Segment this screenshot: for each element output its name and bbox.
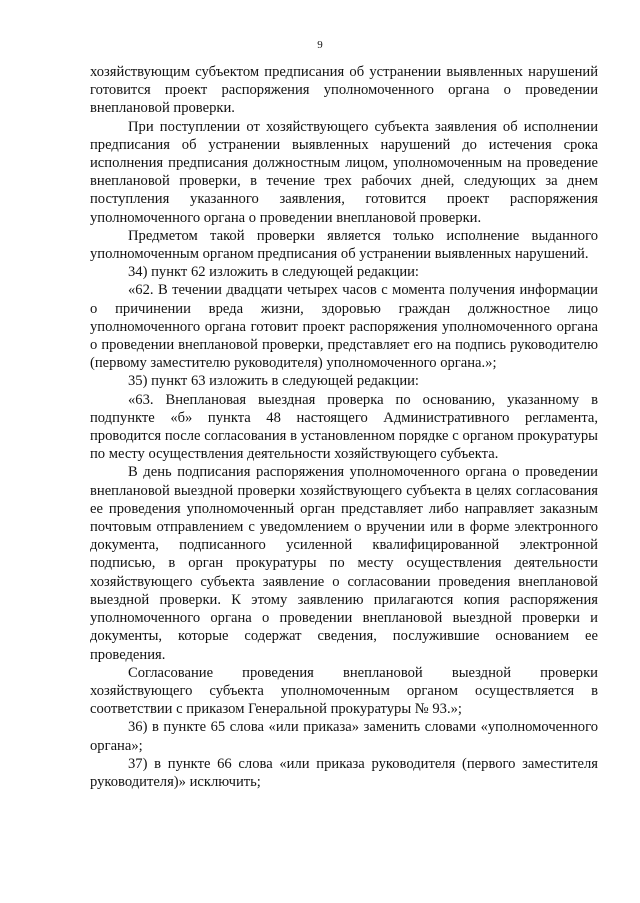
paragraph-statement-receipt: При поступлении от хозяйствующего субъекта заявления об исполнении предписания об устранении выявленных нарушений до истечения срока исполнения предписания должностным лицом, уполномоченным на проведение внеплановой проверки, в течение трех рабочих дней, следующих за днем поступления указанного заявления, готовится проект распоряжения уполномоченного органа о проведении внеплановой проверки. bbox=[90, 118, 598, 226]
document-body bbox=[90, 63, 598, 791]
paragraph-item-37: 37) в пункте 66 слова «или приказа руководителя (первого заместителя руководителя)» исключить; bbox=[90, 755, 598, 790]
page-number: 9 bbox=[317, 39, 323, 51]
paragraph-clause-62: «62. В течении двадцати четырех часов с момента получения информации о причинении вреда жизни, здоровью граждан должностное лицо уполномоченного органа готовит проект распоряжения уполномоченного органа о проведении внеплановой проверки, представляет его на подпись руководителю (первому заместителю руководителя) уполномоченного органа.»; bbox=[90, 282, 598, 372]
paragraph-continuation: хозяйствующим субъектом предписания об устранении выявленных нарушений готовится проект распоряжения уполномоченного органа о проведении внеплановой проверки. bbox=[90, 64, 598, 117]
paragraph-item-34: 34) пункт 62 изложить в следующей редакции: bbox=[128, 264, 419, 281]
paragraph-signing-day: В день подписания распоряжения уполномоченного органа о проведении внеплановой выездной проверки хозяйствующего субъекта в целях согласования ее проведения уполномоченный орган представляет либо направляет заказным почтовым отправлением с уведомлением о вручении или в форме электронного документа, подписанного усиленной квалифицированной электронной подписью, в орган прокуратуры по месту осуществления деятельности хозяйствующего субъекта заявление о согласовании проведения внеплановой выездной проверки. К этому заявлению прилагаются копия распоряжения уполномоченного органа о проведении внеплановой выездной проверки и документы, которые содержат сведения, послужившие основанием ее проведения. bbox=[90, 464, 598, 663]
paragraph-approval: Согласование проведения внеплановой выездной проверки хозяйствующего субъекта уполномоченным органом осуществляется в соответствии с приказом Генеральной прокуратуры № 93.»; bbox=[90, 664, 598, 718]
paragraph-clause-63: «63. Внеплановая выездная проверка по основанию, указанному в подпункте «б» пункта 48 настоящего Административного регламента, проводится после согласования в установленном порядке с органом прокуратуры по месту осуществления деятельности хозяйствующего субъекта. bbox=[90, 391, 598, 463]
paragraph-item-36: 36) в пункте 65 слова «или приказа» заменить словами «уполномоченного органа»; bbox=[90, 719, 598, 754]
paragraph-item-35: 35) пункт 63 изложить в следующей редакции: bbox=[128, 373, 419, 390]
paragraph-inspection-subject: Предметом такой проверки является только исполнение выданного уполномоченным органом предписания об устранении выявленных нарушений. bbox=[90, 227, 598, 263]
